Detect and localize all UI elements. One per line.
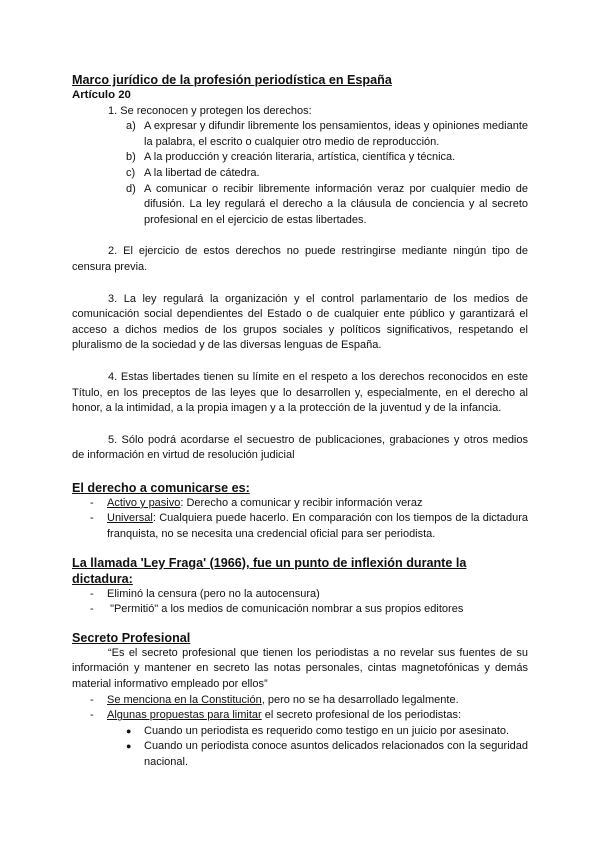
list-item-text (107, 496, 528, 512)
list-item (90, 602, 528, 618)
list-item (126, 739, 528, 770)
term-description: el secreto profesional de los periodistas: (261, 709, 462, 722)
list-marker: - (90, 496, 94, 509)
list-marker: b) (126, 151, 136, 164)
list-item (126, 119, 528, 150)
list-item-text: "Permitió" a los medios de comunicación nombrar a sus propios editores (107, 603, 464, 616)
section-derecho-list (72, 496, 528, 543)
list-item-text (107, 693, 528, 709)
list-item (90, 511, 528, 542)
list-item-text (107, 708, 528, 724)
list-item-text (107, 511, 528, 542)
list-marker: c) (126, 166, 136, 179)
list-item-text: Cuando un periodista conoce asuntos delicados relacionados con la seguridad nacional. (144, 740, 528, 768)
section-secreto-bullets (72, 724, 528, 771)
list-item-text: A la producción y creación literaria, artística, científica y técnica. (144, 151, 456, 164)
secreto-definition-quote: “Es el secreto profesional que tienen los periodistas a no revelar sus fuentes de su información y mantener en secreto las notas personales, cintas magnetofónicas y demás material informativo empleado por ellos” (72, 646, 528, 691)
list-item (126, 150, 528, 166)
list-item (90, 708, 528, 724)
section-secreto-list (72, 693, 528, 724)
article-item-1-sublist (72, 119, 528, 228)
term-label: Algunas propuestas para limitar (107, 709, 262, 722)
list-marker: - (90, 603, 94, 616)
section-fraga-heading: La llamada 'Ley Fraga' (1966), fue un punto de inflexión durante la dictadura: (72, 555, 467, 586)
list-item (126, 182, 528, 229)
section-fraga-list (72, 587, 528, 618)
article-item-4: 4. Estas libertades tienen su límite en el respeto a los derechos reconocidos en este Título, en los preceptos de las leyes que lo desarrollen y, especialmente, en el derecho al honor, a la intimidad, a la propia imagen y a la protección de la juventud y de la infancia. (72, 370, 528, 415)
document-title: Marco jurídico de la profesión periodística en España (72, 73, 392, 87)
article-item-5: 5. Sólo podrá acordarse el secuestro de publicaciones, grabaciones y otros medios de información en virtud de resolución judicial (72, 433, 528, 462)
term-label: Activo y pasivo (107, 496, 181, 509)
list-item-text: A la libertad de cátedra. (144, 166, 260, 179)
list-item-text: Eliminó la censura (pero no la autocensura) (107, 587, 320, 600)
list-item-text: A comunicar o recibir libremente información veraz por cualquier medio de difusión. La ley regulará el derecho a la cláusula de conciencia y al secreto profesional en el ejercicio de estas libertades. (144, 182, 528, 226)
article-heading: Artículo 20 (72, 89, 131, 101)
list-item (90, 587, 528, 603)
list-item-text: Cuando un periodista es requerido como testigo en un juicio por asesinato. (144, 724, 510, 737)
bullet-marker: ● (126, 741, 132, 752)
list-marker: - (90, 512, 94, 525)
term-label: Se menciona en la Constitución (107, 693, 262, 706)
list-marker: - (90, 709, 94, 722)
list-item-text: A expresar y difundir libremente los pensamientos, ideas y opiniones mediante la palabra, el escrito o cualquier otro medio de reproducción. (144, 120, 528, 148)
list-item (126, 166, 528, 182)
list-marker: - (90, 693, 94, 706)
list-item (126, 724, 528, 740)
term-description: , pero no se ha desarrollado legalmente. (261, 693, 459, 706)
section-derecho-heading: El derecho a comunicarse es: (72, 480, 250, 495)
list-marker: d) (126, 182, 136, 195)
term-label: Universal (107, 512, 153, 525)
section-secreto-heading: Secreto Profesional (72, 630, 191, 645)
term-description: : Derecho a comunicar y recibir información veraz (180, 496, 423, 509)
list-item (90, 496, 528, 512)
list-item (90, 693, 528, 709)
article-item-3: 3. La ley regulará la organización y el control parlamentario de los medios de comunicación social dependientes del Estado o de cualquier ente público y garantizará el acceso a dichos medios de los grupos sociales y políticos significativos, respetando el pluralismo de la sociedad y de las diversas lenguas de España. (72, 292, 528, 352)
bullet-marker: ● (126, 725, 132, 736)
article-item-2: 2. El ejercicio de estos derechos no puede restringirse mediante ningún tipo de censura previa. (72, 245, 528, 273)
article-item-1-intro: 1. Se reconocen y protegen los derechos: (108, 104, 312, 117)
term-description: : Cualquiera puede hacerlo. En comparación con los tiempos de la dictadura franquista, no se necesita una credencial oficial para ser periodista. (107, 512, 528, 541)
document-body (72, 72, 528, 771)
list-marker: a) (126, 120, 136, 133)
list-marker: - (90, 587, 94, 600)
